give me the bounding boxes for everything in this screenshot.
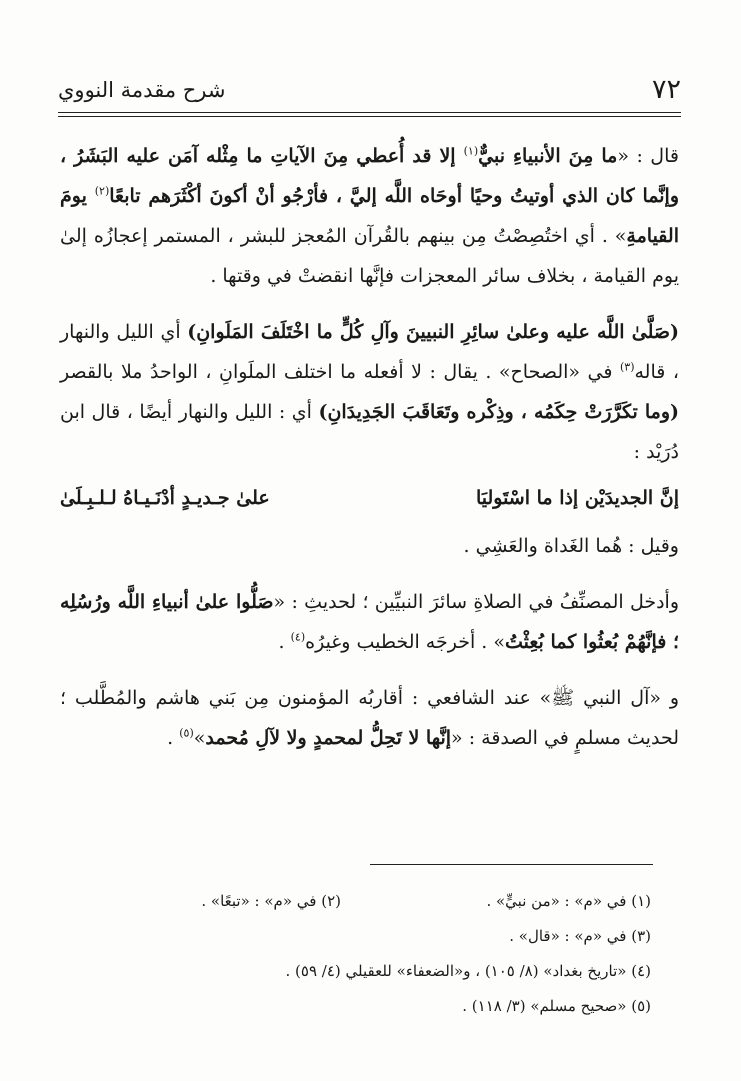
footnote-3: (٣) في «م» : «قال» . <box>509 927 651 945</box>
matn-quote: (صَلَّىٰ اللَّه عليه وعلىٰ سائِرِ النبيينَ وآلِ كُلٍّ ما اخْتَلَفَ المَلَوانِ) <box>187 321 679 343</box>
footnote-row <box>60 884 651 919</box>
hadith-quote-end: يومَ القيامةِ <box>60 185 679 247</box>
footnote-ref: (٣) <box>619 360 635 374</box>
running-title: شرح مقدمة النووي <box>58 78 226 102</box>
footnotes <box>60 884 651 1024</box>
running-header <box>58 72 681 112</box>
footnote-ref: (٢) <box>94 184 110 198</box>
paragraph-3: وقيل : هُما الغَداة والعَشِي . <box>463 535 679 557</box>
paragraph-5: و «آل النبي ﷺ» عند الشافعي : أقاربُه المؤمنون مِن بَني هاشم والمُطَّلب ؛ لحديث مسلمٍ في الصدقة : «إنَّها لا تَحِلُّ لمحمدٍ ولا لآلِ مُحمد»$^{(٥)}$ . <box>60 687 679 749</box>
hadith-quote-cont: إلا قد أُعطي مِنَ الآياتِ ما مِثْله آمَن عليه البَشَرُ ، وإنَّما كان الذي أوتيتُ وحيًا أوحَاه اللَّه إليَّ ، فأرْجُو أنْ أكونَ أكْثَرَهم تابعًا <box>60 145 680 207</box>
footnote-5: (٥) «صحيح مسلم» (٣/ ١١٨) . <box>462 997 651 1015</box>
header-rule <box>58 112 681 113</box>
verse-first-hemistich: إنَّ الجديدَيْن إذا ما اسْتَوليَا <box>475 487 679 509</box>
footnote-separator <box>370 864 653 865</box>
paragraph-4: وأدخل المصنِّفُ في الصلاةِ سائرَ النبيِّين ؛ لحديثِ : «صَلُّوا علىٰ أنبياءِ اللَّه ورُسُلِه ؛ فإنَّهُمْ بُعثُوا كما بُعِثْتُ» . أخرجَه الخطيب وغيرُه$^{(٤)}$ . <box>60 591 679 653</box>
footnote-4: (٤) «تاريخ بغداد» (٨/ ١٠٥) ، و«الضعفاء» للعقيلي (٤/ ٥٩) . <box>285 962 651 980</box>
paragraph-1: قال : «ما مِنَ الأنبياءِ نبيٌّ$^{(١)}$ إلا قد أُعطي مِنَ الآياتِ ما مِثْله آمَن عليه البَشَرُ ، وإنَّما كان الذي أوتيتُ وحيًا أوحَاه اللَّه إليَّ ، فأرْجُو أنْ أكونَ أكْثَرَهم تابعًا$^{(٢)}$ يومَ القيامةِ» . أي اختُصِصْتُ مِن بينهم بالقُرآن المُعجز للبشر ، المستمر إعجازُه إلىٰ يوم القيامة ، بخلاف سائر المعجزات فإنَّها انقضتْ في وقتها . <box>60 144 680 287</box>
paragraph-2: (صَلَّىٰ اللَّه عليه وعلىٰ سائِرِ النبيينَ وآلِ كُلٍّ ما اخْتَلَفَ المَلَوانِ) أي الليل والنهار ، قاله$^{(٣)}$ في «الصحاح» . يقال : لا أفعله ما اختلف الملَوانِ ، الواحدُ ملا بالقصر (وما تكَرَّرَتْ حِكَمُه ، وذِكْره وتَعَاقَبَ الجَدِيدَانِ) أي : الليل والنهار أيضًا ، قال ابن دُرَيْد : <box>60 321 679 463</box>
matn-quote-2: (وما تكَرَّرَتْ حِكَمُه ، وذِكْره وتَعَاقَبَ الجَدِيدَانِ) <box>318 401 679 423</box>
poetry-verse <box>60 478 679 518</box>
page-number: ٧٢ <box>651 74 681 105</box>
main-text <box>60 136 679 758</box>
footnote-ref: (١) <box>463 144 479 158</box>
hadith-quote: ما مِنَ الأنبياءِ نبيٌّ <box>478 145 618 167</box>
verse-second-hemistich: علىٰ جـديـدٍ أدْنَـيـاهُ لـلـبِـلَىٰ <box>60 487 270 509</box>
header-rule-thin <box>58 116 681 117</box>
footnote-ref: (٤) <box>290 630 306 644</box>
quoted-saying: هُما الغَداة والعَشِي <box>475 535 623 557</box>
hadith-quote: إنَّها لا تَحِلُّ لمحمدٍ ولا لآلِ مُحمد <box>205 727 452 749</box>
footnote-2: (٢) في «م» : «تبعًا» . <box>201 892 341 910</box>
hadith-quote: صَلُّوا علىٰ أنبياءِ اللَّه ورُسُلِه ؛ فإنَّهُمْ بُعثُوا كما بُعِثْتُ <box>60 591 679 653</box>
footnote-ref: (٥) <box>179 726 194 740</box>
footnote-1: (١) في «م» : «من نبيٍّ» . <box>486 892 651 910</box>
